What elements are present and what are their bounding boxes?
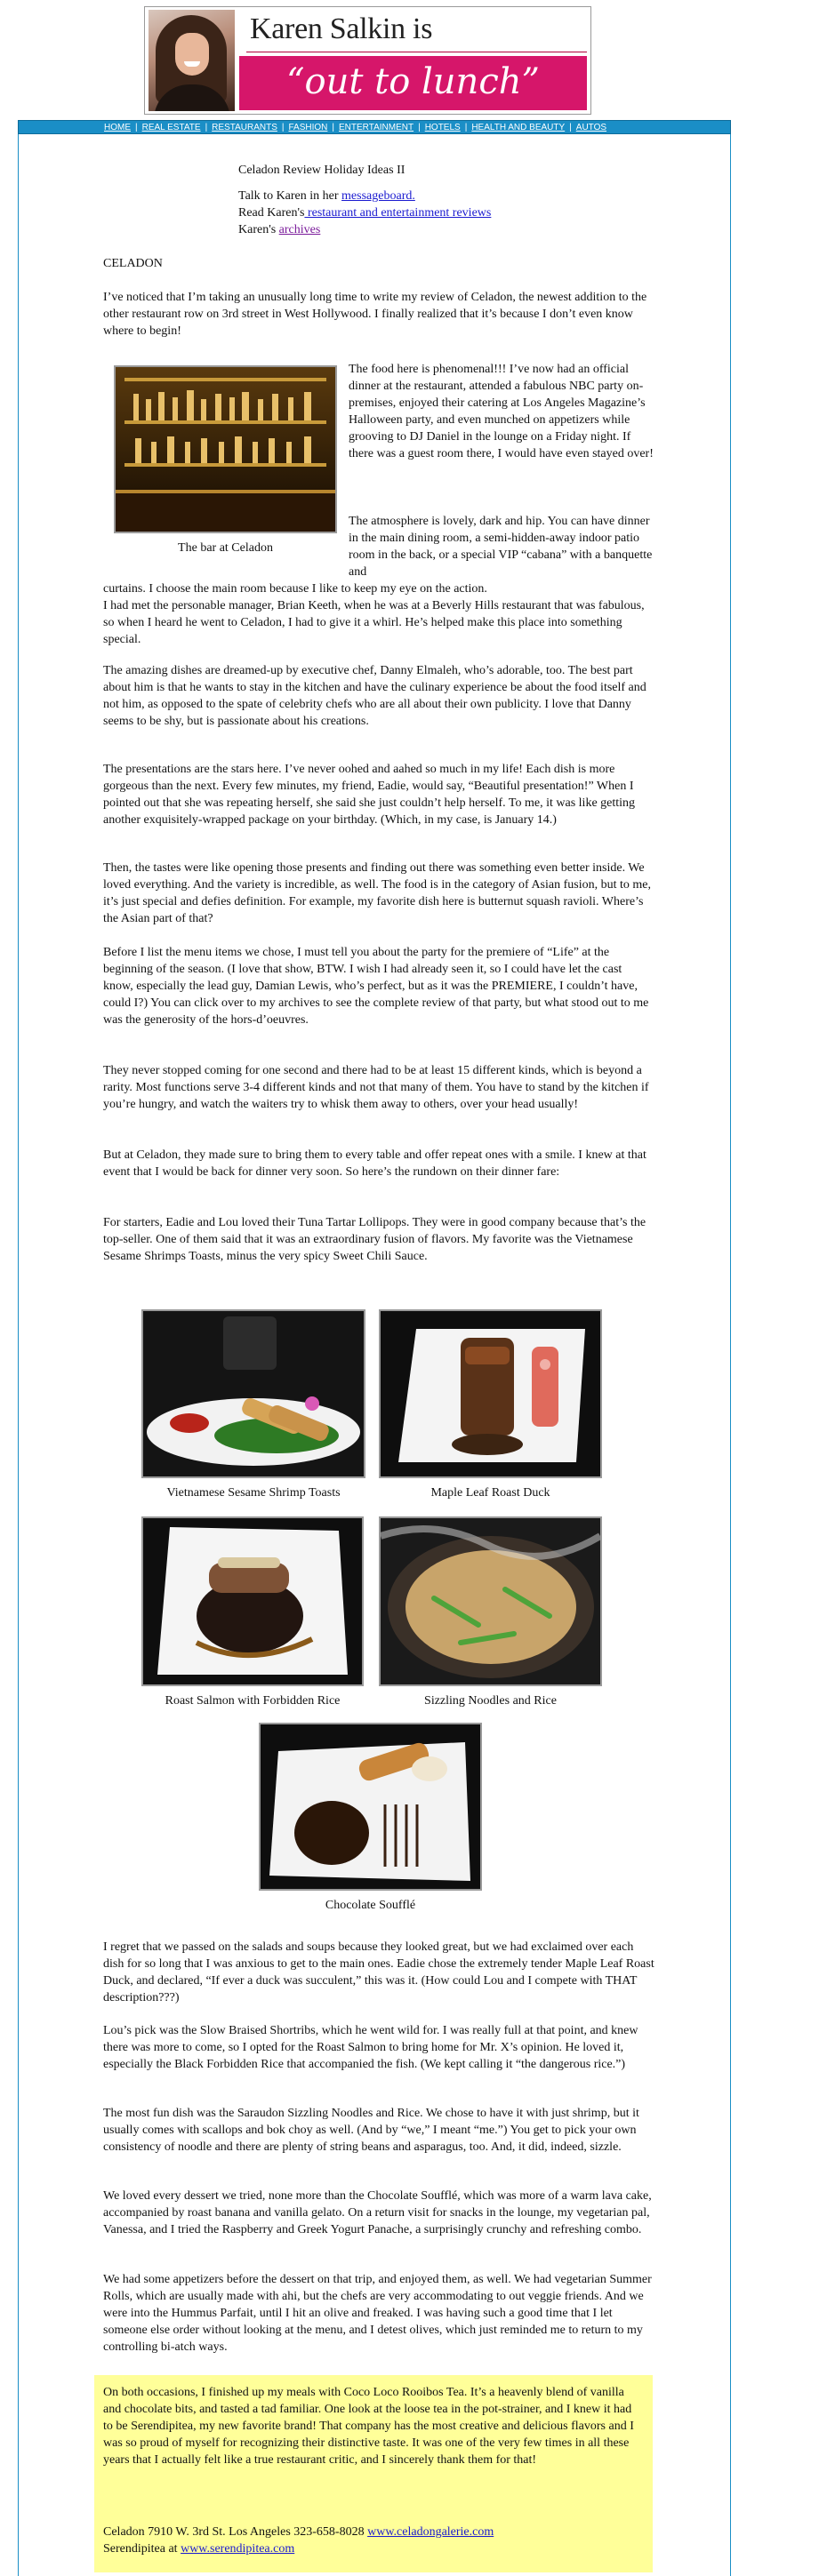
- shrimp-toast-image: [143, 1311, 364, 1476]
- nav-entertainment[interactable]: ENTERTAINMENT: [339, 122, 414, 132]
- sizzling-noodles-photo: [379, 1516, 602, 1686]
- frame-right-border: [730, 134, 731, 2576]
- manager-paragraph: I had met the personable manager, Brian Keeth, when he was at a Beverly Hills restaurant that was fabulous, so when I heard he went to Celadon, I had to give it a whirl. He’s helped make this place into something special.: [103, 599, 645, 646]
- nav-home[interactable]: HOME: [104, 122, 131, 132]
- messageboard-link[interactable]: messageboard.: [341, 189, 415, 203]
- kinds-paragraph: They never stopped coming for one second and there had to be at least 15 different kinds, which is beyond a rarity. Most functions serve 3-4 different kinds and not that many of them. You have to stand by the kitchen if you’re hungry, and watch the waiters try to whisk them away to others, over your head usually!: [103, 1064, 649, 1111]
- nav-hotels[interactable]: HOTELS: [424, 122, 461, 132]
- fun-dish-paragraph: The most fun dish was the Saraudon Sizzling Noodles and Rice. We chose to have it with just shrimp, but it usually comes with scallops and bok choy as well. (And by “we,” I meant “me.”) You get to pick your own consistency of noodle and there are plenty of string beans and asparagus, too. And, it did, indeed, sizzle.: [103, 2107, 639, 2154]
- main-nav: HOME | REAL ESTATE | RESTAURANTS | FASHION | ENTERTAINMENT | HOTELS | HEALTH AND BEAUTY | AUTOS: [18, 120, 731, 134]
- site-banner[interactable]: [144, 6, 591, 115]
- read-line: Read Karen's restaurant and entertainment reviews: [238, 206, 492, 220]
- starters-paragraph: For starters, Eadie and Lou loved their Tuna Tartar Lollipops. They were in good company because that’s the top-seller. One of them said that it was an extraordinary fusion of flavors. My favorite was the Vietnamese Sesame Shrimps Toasts, minus the very spicy Sweet Chili Sauce.: [103, 1216, 646, 1263]
- celadon-contact: Celadon 7910 W. 3rd St. Los Angeles 323-658-8028 www.celadongalerie.com: [103, 2525, 494, 2539]
- regret-paragraph: I regret that we passed on the salads and soups because they looked great, but we had exclaimed over each dish for so long that I was anxious to get to the main ones. Eadie chose the extremely tender Maple Leaf Roast Duck, and declared, “If ever a duck was succulent,” this was it. (How could Lou and I compete with THAT description???): [103, 1940, 654, 2004]
- serendipitea-contact: Serendipitea at www.serendipitea.com: [103, 2542, 295, 2556]
- reviews-link[interactable]: restaurant and entertainment reviews: [304, 206, 492, 220]
- bar-caption: The bar at Celadon: [178, 541, 273, 555]
- nav-real-estate[interactable]: REAL ESTATE: [141, 122, 201, 132]
- food-paragraph: The food here is phenomenal!!! I’ve now had an official dinner at the restaurant, attended a fabulous NBC party on-premises, enjoyed their catering at Los Angeles Magazine’s Halloween party, and even munched on appetizers while grooving to DJ Daniel in the lounge on a Friday night. If there was a guest room there, I would have even stayed over!: [349, 363, 654, 460]
- lou-paragraph: Lou’s pick was the Slow Braised Shortribs, which he went wild for. I was really full at that point, and knew there was more to come, so I opted for the Roast Salmon to bring home for Mr. X’s opinion. He loved it, especially the Black Forbidden Rice that accompanied the fish. (We kept calling it “the dangerous rice.”): [103, 2024, 638, 2071]
- banner-slogan-box: [239, 56, 587, 110]
- celadon-website-link[interactable]: www.celadongalerie.com: [367, 2525, 494, 2539]
- chocolate-souffle-photo: [259, 1723, 482, 1891]
- author-photo: [149, 10, 235, 111]
- photo-caption-noodles: Sizzling Noodles and Rice: [424, 1694, 557, 1708]
- presentation-paragraph: The presentations are the stars here. I’ve never oohed and aahed so much in my life! Each dish is more gorgeous than the next. Every few minutes, my friend, Eadie, would say, “Beautiful presentation!” When I pointed out that she was repeating herself, she said she just couldn’t help herself. To me, it was like getting another exquisitely-wrapped package on your birthday. (Which, in my case, is January 14.): [103, 763, 636, 827]
- nav-fashion[interactable]: FASHION: [288, 122, 328, 132]
- appetizers-paragraph: We had some appetizers before the dessert on that trip, and enjoyed them, as well. We had vegetarian Summer Rolls, which are usually made with ahi, but the chefs are very accommodating to out veggie friends. And we were into the Hummus Parfait, until I hit an olive and freaked. I was having such a good time that I let someone else order without looking at the menu, and I detest olives, which just reminded me to return to my controlling bi-atch ways.: [103, 2273, 652, 2354]
- sizzling-noodles-image: [381, 1518, 600, 1684]
- tea-paragraph: On both occasions, I finished up my meals with Coco Loco Rooibos Tea. It’s a heavenly blend of vanilla and chocolate bits, and tasted a tad familiar. One look at the loose tea in the pot-strainer, and I knew it had to be Serendipitea, my new favorite brand! That company has the most creative and delicious flavors and I was so proud of myself for recognizing their distinctive taste. It was one of the very few times in all these years that I actually felt like a true restaurant critic, and I sincerely thank them for that!: [103, 2386, 634, 2467]
- nav-autos[interactable]: AUTOS: [575, 122, 607, 132]
- dessert-paragraph: We loved every dessert we tried, none more than the Chocolate Soufflé, which was more of a warm lava cake, accompanied by roast banana and vanilla gelato. On a return visit for snacks in the lounge, my vegetarian pal, Vanessa, and I tried the Raspberry and Greek Yogurt Panache, a surprisingly crunchy and refreshing combo.: [103, 2189, 652, 2236]
- archives-link[interactable]: archives: [278, 223, 321, 236]
- photo-caption-duck: Maple Leaf Roast Duck: [430, 1486, 550, 1500]
- party-paragraph: Before I list the menu items we chose, I must tell you about the party for the premiere of “Life” at the beginning of the season. (I love that show, BTW. I wish I had already seen it, so I could have let the cast know, especially the lead guy, Damian Lewis, who’s perfect, but as it was the PREMIERE, I couldn’t have, could I?) You can click over to my archives to see the complete review of that party, but what stood out to me was the generosity of the hors-d’oeuvres.: [103, 946, 649, 1027]
- photo-caption-souffle: Chocolate Soufflé: [325, 1899, 416, 1912]
- roast-duck-photo: [379, 1309, 602, 1478]
- nav-health-beauty[interactable]: HEALTH AND BEAUTY: [471, 122, 566, 132]
- shrimp-toast-photo: [141, 1309, 365, 1478]
- banner-name: Karen Salkin is: [250, 12, 433, 45]
- chef-paragraph: The amazing dishes are dreamed-up by executive chef, Danny Elmaleh, who’s adorable, too. The best part about him is that he wants to stay in the kitchen and have the culinary experience be about the food itself and not him, as opposed to the spate of celebrity chefs who are all about their own publicity. I love that Danny seems to be shy, but is passionate about his creations.: [103, 664, 646, 728]
- banner-slogan: “out to lunch”: [286, 61, 540, 102]
- article-heading: CELADON: [103, 257, 163, 270]
- talk-line: Talk to Karen in her messageboard.: [238, 189, 415, 203]
- celadon-paragraph: But at Celadon, they made sure to bring them to every table and offer repeat ones with a smile. I knew at that event that I would be back for dinner very soon. So here’s the rundown on their dinner fare:: [103, 1148, 646, 1179]
- frame-left-border: [18, 134, 19, 2576]
- nav-restaurants[interactable]: RESTAURANTS: [212, 122, 277, 132]
- archives-line: Karen's archives: [238, 223, 321, 236]
- page-title: Celadon Review Holiday Ideas II: [238, 164, 405, 177]
- atmosphere-paragraph-end: curtains. I choose the main room because I like to keep my eye on the action.: [103, 582, 487, 596]
- tastes-paragraph: Then, the tastes were like opening those presents and finding out there was something even better inside. We loved everything. And the variety is incredible, as well. The food is in the category of Asian fusion, but to me, it’s just special and defies definition. For example, my favorite dish here is butternut squash ravioli. Where’s the Asian part of that?: [103, 861, 651, 925]
- serendipitea-website-link[interactable]: www.serendipitea.com: [181, 2542, 295, 2556]
- roast-salmon-image: [143, 1518, 362, 1684]
- atmosphere-paragraph: The atmosphere is lovely, dark and hip. You can have dinner in the main dining room, a semi-hidden-away indoor patio room in the back, or a special VIP “cabana” with a banquette and: [349, 515, 653, 579]
- bar-photo: [114, 365, 337, 533]
- bar-photo-image: [116, 367, 335, 532]
- photo-caption-salmon: Roast Salmon with Forbidden Rice: [165, 1694, 341, 1708]
- roast-salmon-photo: [141, 1516, 364, 1686]
- photo-caption-shrimp: Vietnamese Sesame Shrimp Toasts: [166, 1486, 341, 1500]
- roast-duck-image: [381, 1311, 600, 1476]
- chocolate-souffle-image: [261, 1724, 480, 1889]
- intro-paragraph: I’ve noticed that I’m taking an unusually long time to write my review of Celadon, the newest addition to the other restaurant row on 3rd street in West Hollywood. I finally realized that it’s because I don’t even know where to begin!: [103, 291, 647, 338]
